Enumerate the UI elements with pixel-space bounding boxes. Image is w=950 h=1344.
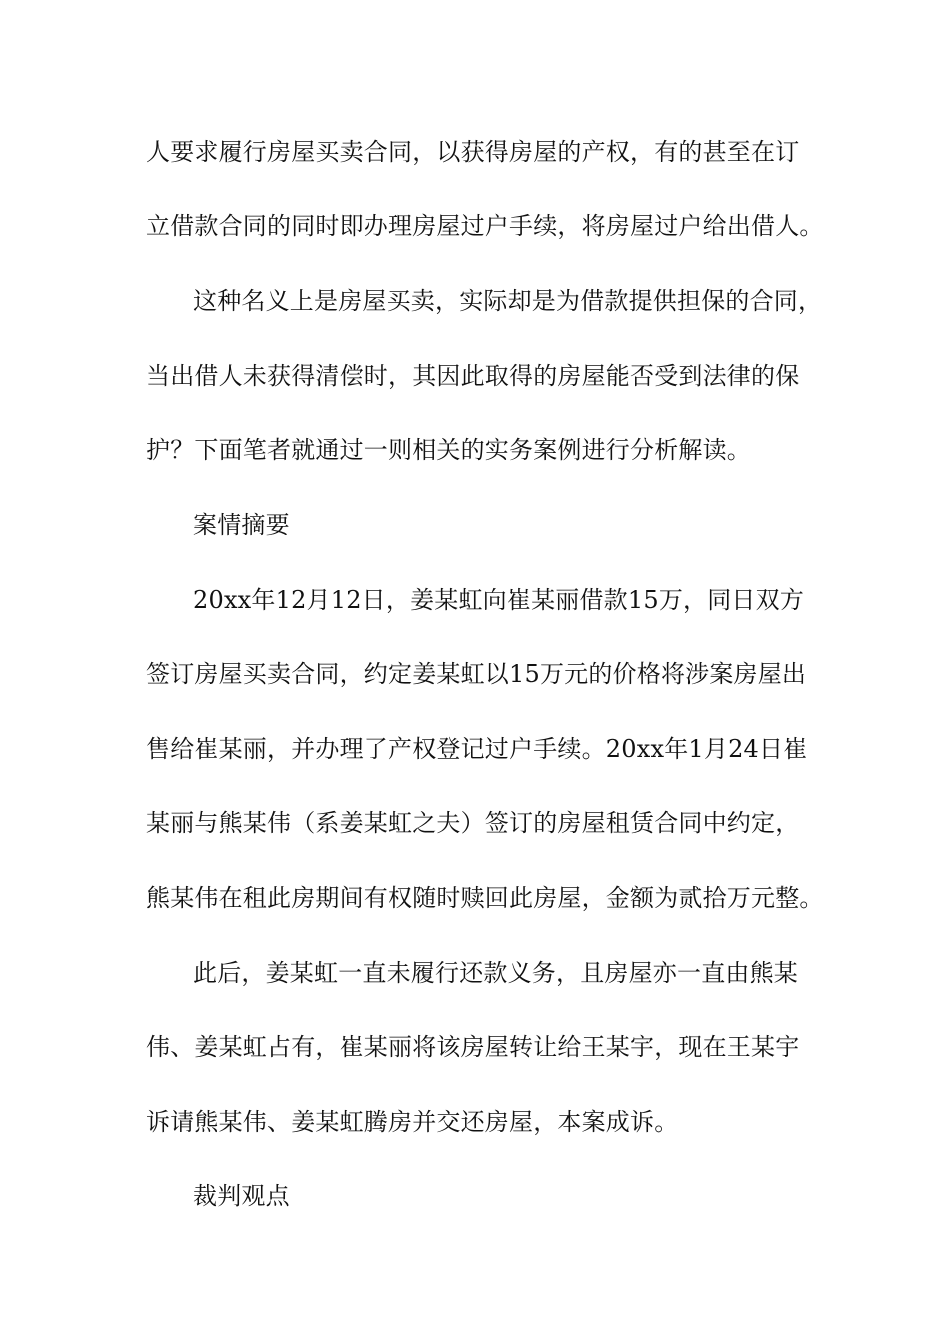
text-line: 熊某伟在租此房期间有权随时赎回此房屋，金额为贰拾万元整。: [146, 884, 824, 912]
text-line: 某丽与熊某伟（系姜某虹之夫）签订的房屋租赁合同中约定，: [146, 809, 800, 837]
text-line: 签订房屋买卖合同，约定姜某虹以15万元的价格将涉案房屋出: [146, 660, 807, 688]
text-line: 护？下面笔者就通过一则相关的实务案例进行分析解读。: [146, 436, 751, 464]
text-line: 人要求履行房屋买卖合同，以获得房屋的产权，有的甚至在订: [146, 138, 800, 166]
text-line: 立借款合同的同时即办理房屋过户手续，将房屋过户给出借人。: [146, 212, 824, 240]
section-heading: 案情摘要: [193, 511, 290, 539]
text-line: 20xx年12月12日，姜某虹向崔某丽借款15万，同日双方: [193, 586, 805, 614]
text-line: 伟、姜某虹占有，崔某丽将该房屋转让给王某宇，现在王某宇: [146, 1033, 800, 1061]
text-line: 此后，姜某虹一直未履行还款义务，且房屋亦一直由熊某: [193, 959, 798, 987]
text-line: 当出借人未获得清偿时，其因此取得的房屋能否受到法律的保: [146, 362, 800, 390]
section-heading: 裁判观点: [193, 1182, 290, 1210]
text-line: 售给崔某丽，并办理了产权登记过户手续。20xx年1月24日崔: [146, 735, 808, 763]
text-line: 诉请熊某伟、姜某虹腾房并交还房屋，本案成诉。: [146, 1108, 679, 1136]
text-line: 这种名义上是房屋买卖，实际却是为借款提供担保的合同，: [193, 287, 823, 315]
